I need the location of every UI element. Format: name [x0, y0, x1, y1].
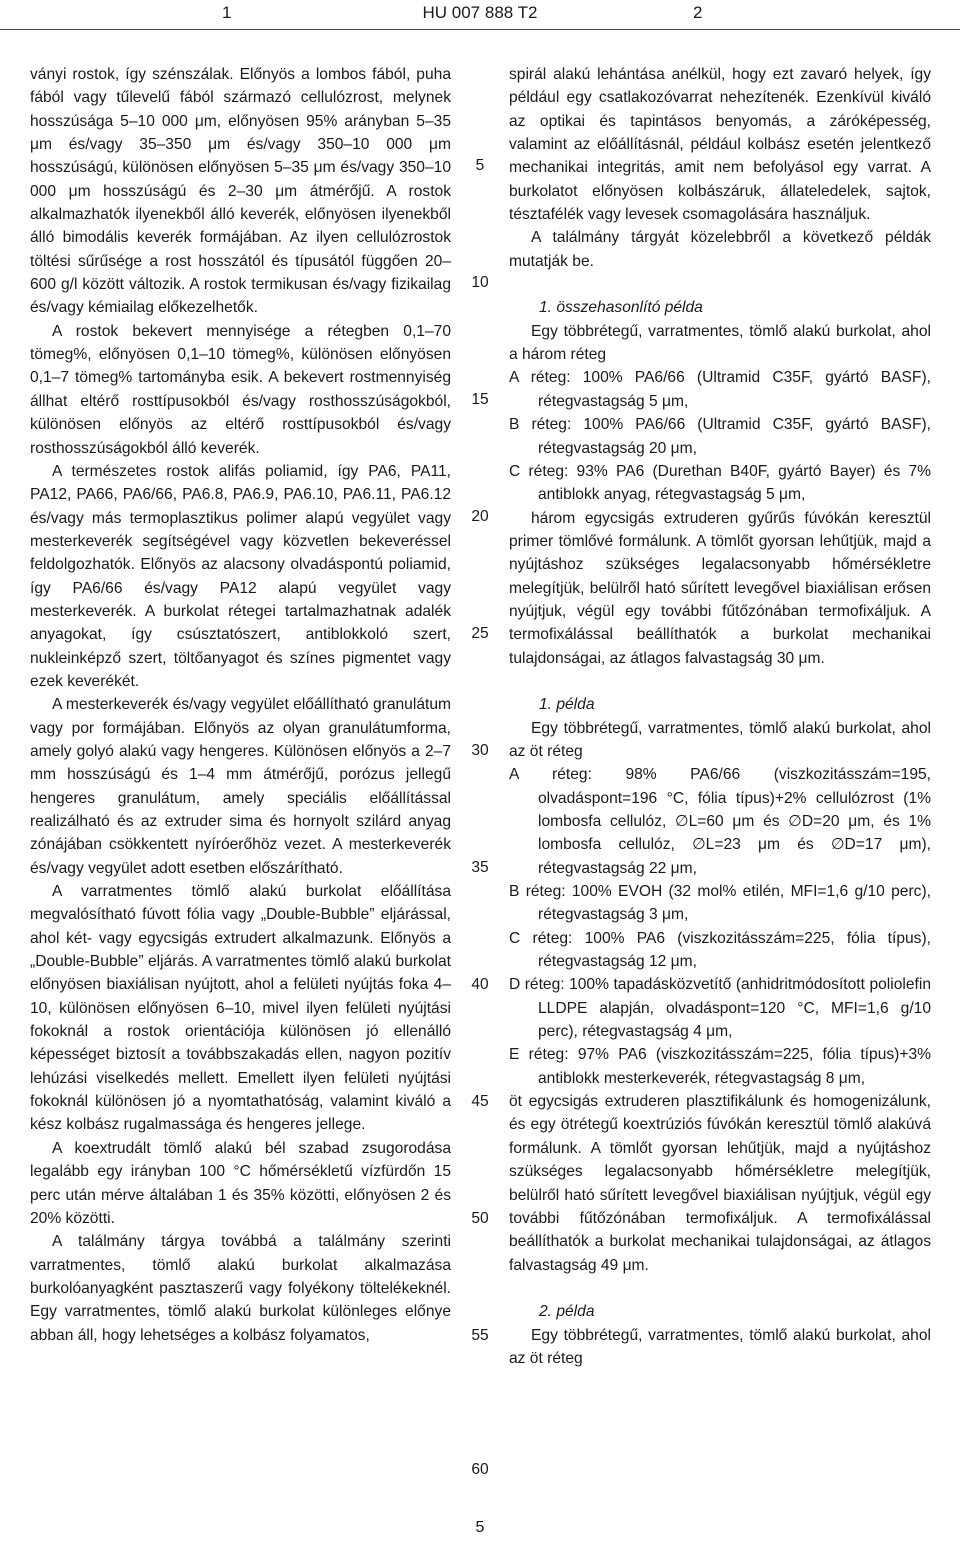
line-number: 25 — [471, 625, 489, 642]
header-document-id: HU 007 888 T2 — [422, 3, 538, 22]
example-title: 1. példa — [539, 696, 595, 714]
layer-item: D réteg: 100% tapadásközvetítő (anhidritmódosított poliolefin LLDPE alapján, olvadáspont=120 °C, MFI=1,6 g/10 perc), rétegvastagság 4 μm, — [509, 976, 931, 1041]
example-title: 2. példa — [539, 1303, 595, 1321]
example-outro: öt egycsigás extruderen plasztifikálunk és homogenizálunk, és egy ötrétegű koextrúziós fúvókán keresztül tömlő alakúvá formálunk. A tömlőt gyorsan lehűtjük, majd a nyújtáshoz szükséges legalacsonyabb hőmérsékletre melegítjük, belülről ható sűrített levegővel biaxiálisan nyújtjuk, végül egy további fűtőzónában termofixáljuk. A termofixálással beállíthatók a burkolat mechanikai tulajdonságai, az átlagos falvastagság 49 μm. — [509, 1093, 931, 1274]
page-header — [0, 0, 960, 30]
line-number: 30 — [471, 742, 489, 759]
paragraph: A rostok bekevert mennyisége a rétegben 0,1–70 tömeg%, előnyösen 0,1–10 tömeg%, különösen előnyösen 0,1–7 tömeg% tartományba esik. A bekevert rostmennyiség állhat eltérő rosttípusokból és/vagy rosthosszúságokból, különösen előnyös az eltérő rosttípusokból és/vagy rosthosszúságokból álló keverék. — [30, 322, 451, 457]
paragraph: A koextrudált tömlő alakú bél szabad zsugorodása legalább egy irányban 100 °C hőmérsékletű vízfürdőn 15 perc után mérve általában 1 és 35% közötti, előnyösen 2 és 20% közötti. — [30, 1139, 451, 1227]
page-footer-number: 5 — [475, 1519, 485, 1536]
paragraph: A természetes rostok alifás poliamid, így PA6, PA11, PA12, PA66, PA6/66, PA6.8, PA6.9, PA6.10, PA6.11, PA6.12 és/vagy más termoplasztikus polimer alapú vegyület vagy mesterkeverék segítségével vagy közvetlen bekeveréssel feldolgozhatók. Előnyös az alacsony olvadáspontú poliamid, így PA6/66 és/vagy PA12 alapú vegyület vagy mesterkeverék. A burkolat rétegei tartalmazhatnak adalék anyagokat, így csúsztatószert, antiblokkoló szert, nukleinképző szert, töltőanyagot és színes pigmentet vagy ezek keverékét. — [30, 462, 451, 690]
paragraph: A találmány tárgya továbbá a találmány szerinti varratmentes, tömlő alakú burkolat alkalmazása burkolóanyagként pasztaszerű vagy folyékony töltelékeknél. Egy varratmentes, tömlő alakú burkolat különleges előnye abban áll, hogy lehetséges a kolbász folyamatos, — [30, 1233, 451, 1344]
line-number: 10 — [471, 274, 489, 291]
line-number: 55 — [471, 1327, 489, 1344]
paragraph: A mesterkeverék és/vagy vegyület előállítható granulátum vagy por formájában. Előnyös az olyan granulátumforma, amely golyó alakú vagy hengeres. Különösen előnyös a 2–7 mm hosszúságú és 1–4 mm átmérőjű, porózus jellegű hengeres granulátum, amely speciális előállítással realizálható és az extruder sima és hornyolt szilárd anyag zónájában csökkentett nyíróerőhöz vezet. A mesterkeverék és/vagy vegyület adott esetben előszárítható. — [30, 696, 451, 877]
line-number: 35 — [471, 859, 489, 876]
line-number: 20 — [471, 508, 489, 525]
example-title: 1. összehasonlító példa — [539, 299, 703, 317]
example-intro: Egy többrétegű, varratmentes, tömlő alakú burkolat, ahol az öt réteg — [509, 1326, 931, 1367]
example-intro: Egy többrétegű, varratmentes, tömlő alakú burkolat, ahol a három réteg — [509, 322, 931, 364]
layer-item: A réteg: 100% PA6/66 (Ultramid C35F, gyártó BASF), rétegvastagság 5 μm, — [509, 369, 931, 410]
layer-item: E réteg: 97% PA6 (viszkozitásszám=225, fólia típus)+3% antiblokk mesterkeverék, rétegvastagság 8 μm, — [509, 1046, 931, 1087]
example-outro: három egycsigás extruderen gyűrűs fúvókán keresztül primer tömlővé formálunk. A tömlőt gyorsan lehűtjük, majd a nyújtáshoz szükséges legalacsonyabb hőmérsékletre melegítjük, belülről ható sűrített levegővel biaxiálisan erősen nyújtjuk, végül egy további fűtőzónában termofixáljuk. A termofixálással beállíthatók a burkolat mechanikai tulajdonságai, az átlagos falvastagság 30 μm. — [509, 509, 931, 667]
paragraph: ványi rostok, így szénszálak. Előnyös a lombos fából, puha fából vagy tűlevelű fából származó cellulózrost, melynek hosszúsága 5–10 000 μm, előnyösen 95% arányban 5–35 μm és/vagy 35–350 μm és/vagy 350–10 000 μm hosszúságú, különösen előnyösen 5–35 μm és/vagy 350–10 000 μm hosszúságú és 2–30 μm átmérőjű. A rostok alkalmazhatók ilyenekből álló keverék, előnyösen ilyenekből álló bimodális keverék formájában. Az ilyen cellulózrostok töltési sűrűsége a rost hosszától és típusától függően 20–600 g/l között változik. A rostok termikusan és/vagy fizikailag és/vagy kémiailag előkezelhetők. — [30, 66, 451, 317]
paragraph: A találmány tárgyát közelebbről a következő példák mutatják be. — [509, 229, 931, 270]
example-intro: Egy többrétegű, varratmentes, tömlő alakú burkolat, ahol az öt réteg — [509, 719, 931, 760]
layer-item: A réteg: 98% PA6/66 (viszkozitásszám=195, olvadáspont=196 °C, fólia típus)+2% cellulózrost (1% lombosfa cellulóz, ∅L=60 μm és ∅D=20 μm, és 1% lombosfa cellulóz, ∅L=23 μm és ∅D=17 μm), rétegvastagság 22 μm, — [509, 766, 931, 877]
paragraph: A varratmentes tömlő alakú burkolat előállítása megvalósítható fúvott fólia vagy „Double-Bubble” eljárással, ahol két- vagy egycsigás extrudert alkalmazunk. Előnyös a „Double-Bubble” eljárás. A varratmentes tömlő alakú burkolat előnyösen biaxiálisan nyújtott, ahol a felületi nyújtás foka 4–10, különösen előnyösen 6–10, mivel ilyen felületi nyújtási fokoknál a rostok orientációja különösen jó ellenálló képességet biztosít a továbbszakadás ellen, nagyon pozitív lehúzási viselkedés mellett. Emellett ilyen felületi nyújtási fokoknál különösen jó a nyomtathatóság, valamint kiváló a kész kolbász rugalmassága és hengeres jellege. — [30, 883, 451, 1134]
line-number: 40 — [471, 976, 489, 993]
line-number: 15 — [471, 391, 489, 408]
left-column — [30, 63, 451, 1347]
layer-item: C réteg: 93% PA6 (Durethan B40F, gyártó Bayer) és 7% antiblokk anyag, rétegvastagság 5 μm, — [509, 462, 931, 504]
right-column — [509, 63, 931, 1370]
header-rule — [0, 29, 960, 30]
layer-item: B réteg: 100% PA6/66 (Ultramid C35F, gyártó BASF), rétegvastagság 20 μm, — [509, 416, 931, 457]
paragraph: spirál alakú lehántása anélkül, hogy ezt zavaró helyek, így például egy csatlakozóvarrat nehezítenék. Ezenkívül kiváló az optikai és tapintásos benyomás, a záróképesség, valamint az előállításnál, például kolbász esetén jelentkező mechanikai integritás, amit nem befolyásol egy varrat. A burkolatot előnyösen kolbászáruk, állateledelek, sajtok, tésztafélék vagy levesek csomagolására használjuk. — [509, 66, 931, 224]
header-page-left: 1 — [222, 3, 232, 22]
line-number: 5 — [475, 157, 485, 174]
line-number: 45 — [471, 1093, 489, 1110]
header-page-right: 2 — [693, 3, 703, 22]
line-number: 60 — [471, 1461, 489, 1478]
layer-item: C réteg: 100% PA6 (viszkozitásszám=225, fólia típus), rétegvastagság 12 μm, — [509, 929, 931, 971]
layer-item: B réteg: 100% EVOH (32 mol% etilén, MFI=1,6 g/10 perc), rétegvastagság 3 μm, — [509, 883, 931, 924]
line-number: 50 — [471, 1210, 489, 1227]
